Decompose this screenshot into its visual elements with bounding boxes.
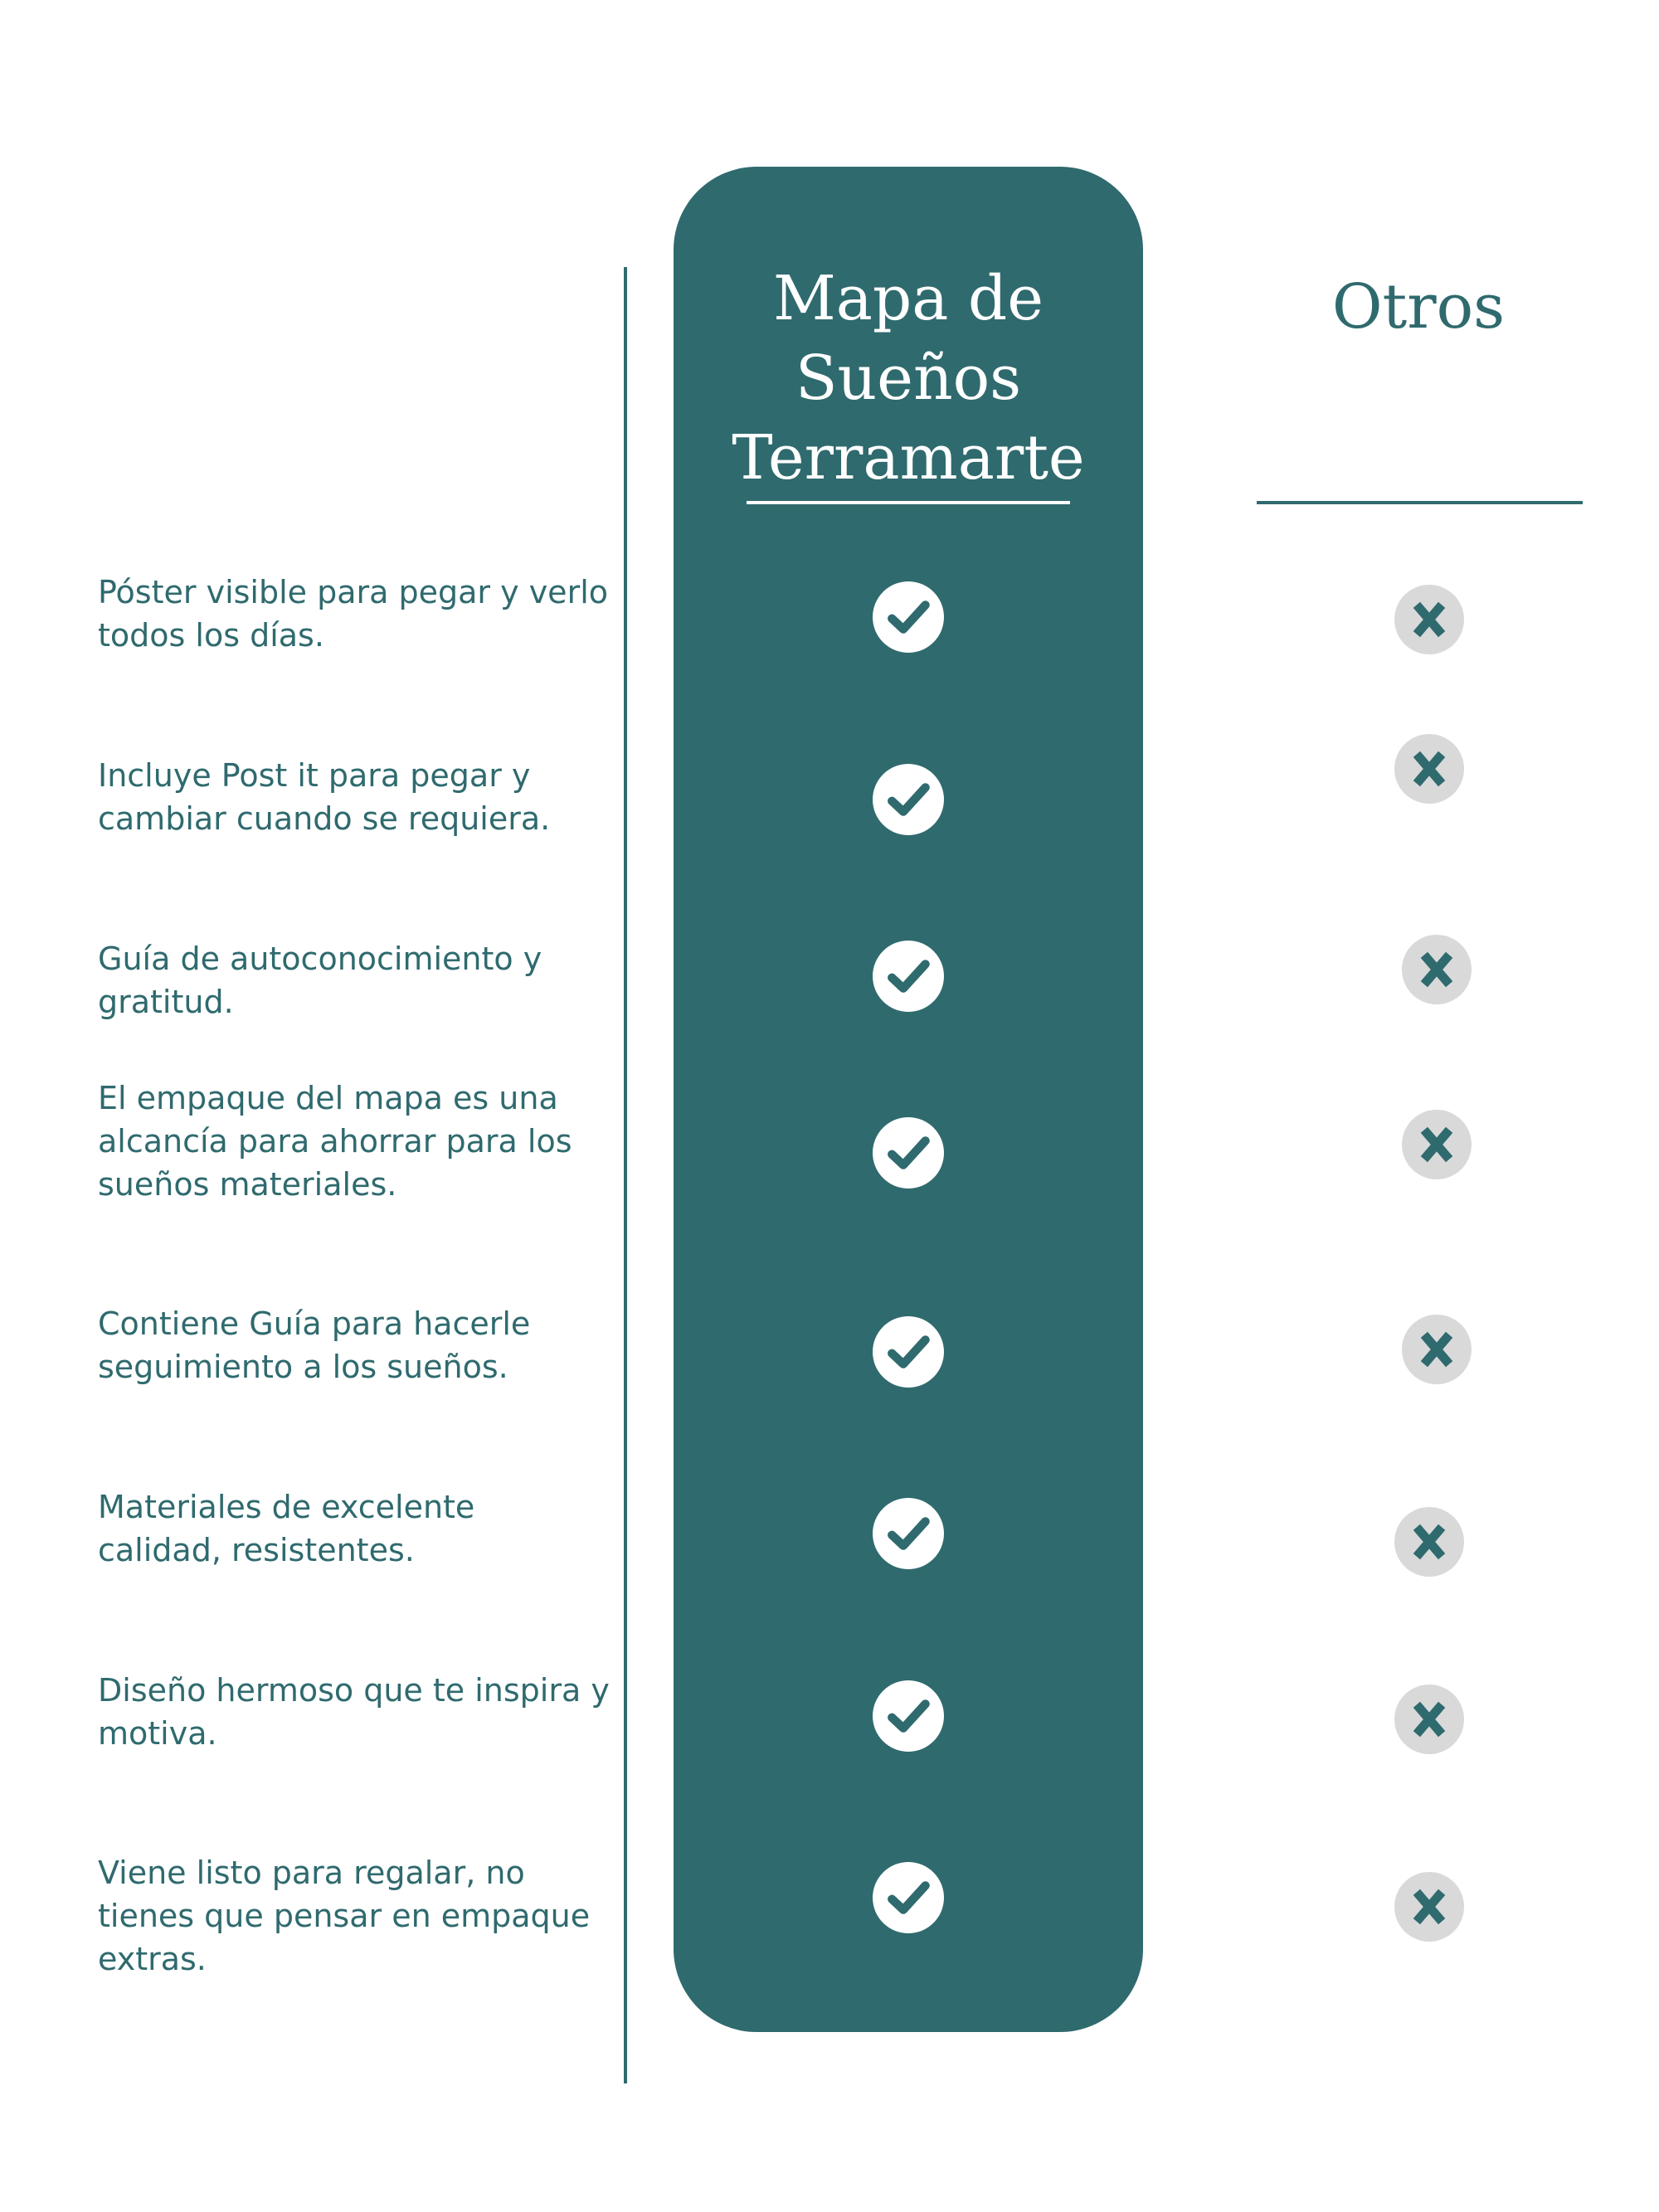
check-icon (873, 764, 944, 835)
feature-line: Viene listo para regalar, no (98, 1855, 525, 1891)
x-icon (1394, 734, 1464, 804)
feature-line: Diseño hermoso que te inspira y (98, 1672, 610, 1709)
feature-label (98, 937, 612, 1023)
x-icon (1402, 1110, 1472, 1179)
x-icon (1394, 1685, 1464, 1754)
feature-line: Incluye Post it para pegar y (98, 757, 531, 794)
feature-line: seguimiento a los sueños. (98, 1349, 508, 1385)
main-column-title (674, 259, 1143, 498)
check-icon (873, 1498, 944, 1569)
feature-line: cambiar cuando se requiera. (98, 800, 551, 837)
check-icon (873, 1117, 944, 1189)
vertical-divider (624, 267, 627, 2083)
feature-line: extras. (98, 1941, 207, 1977)
feature-line: sueños materiales. (98, 1166, 397, 1203)
feature-label (98, 1851, 612, 1981)
feature-label (98, 1302, 612, 1388)
feature-line: gratitud. (98, 984, 234, 1020)
feature-line: calidad, resistentes. (98, 1532, 415, 1568)
feature-line: Contiene Guía para hacerle (98, 1305, 531, 1342)
check-icon (873, 581, 944, 653)
x-icon (1394, 1872, 1464, 1942)
check-icon (873, 1316, 944, 1388)
feature-line: Materiales de excelente (98, 1489, 475, 1525)
feature-line: Póster visible para pegar y verlo (98, 574, 608, 610)
check-icon (873, 1862, 944, 1933)
feature-label (98, 1485, 612, 1572)
feature-label (98, 754, 612, 840)
main-column-rule (747, 501, 1070, 504)
feature-line: tienes que pensar en empaque (98, 1898, 591, 1934)
feature-label (98, 571, 612, 657)
others-column-title: Otros (1331, 271, 1506, 343)
x-icon (1402, 935, 1472, 1004)
feature-label (98, 1077, 612, 1206)
x-icon (1394, 585, 1464, 654)
x-icon (1402, 1315, 1472, 1384)
feature-line: Guía de autoconocimiento y (98, 941, 542, 977)
x-icon (1394, 1507, 1464, 1577)
main-column-title-line2: Terramarte (732, 422, 1085, 494)
feature-label (98, 1669, 612, 1755)
feature-line: alcancía para ahorrar para los (98, 1123, 572, 1159)
others-column-rule (1257, 501, 1583, 504)
feature-line: todos los días. (98, 617, 324, 654)
main-column-title-line1: Mapa de Sueños (772, 263, 1044, 415)
check-icon (873, 1680, 944, 1752)
feature-line: motiva. (98, 1715, 217, 1752)
feature-line: El empaque del mapa es una (98, 1080, 558, 1116)
check-icon (873, 941, 944, 1012)
